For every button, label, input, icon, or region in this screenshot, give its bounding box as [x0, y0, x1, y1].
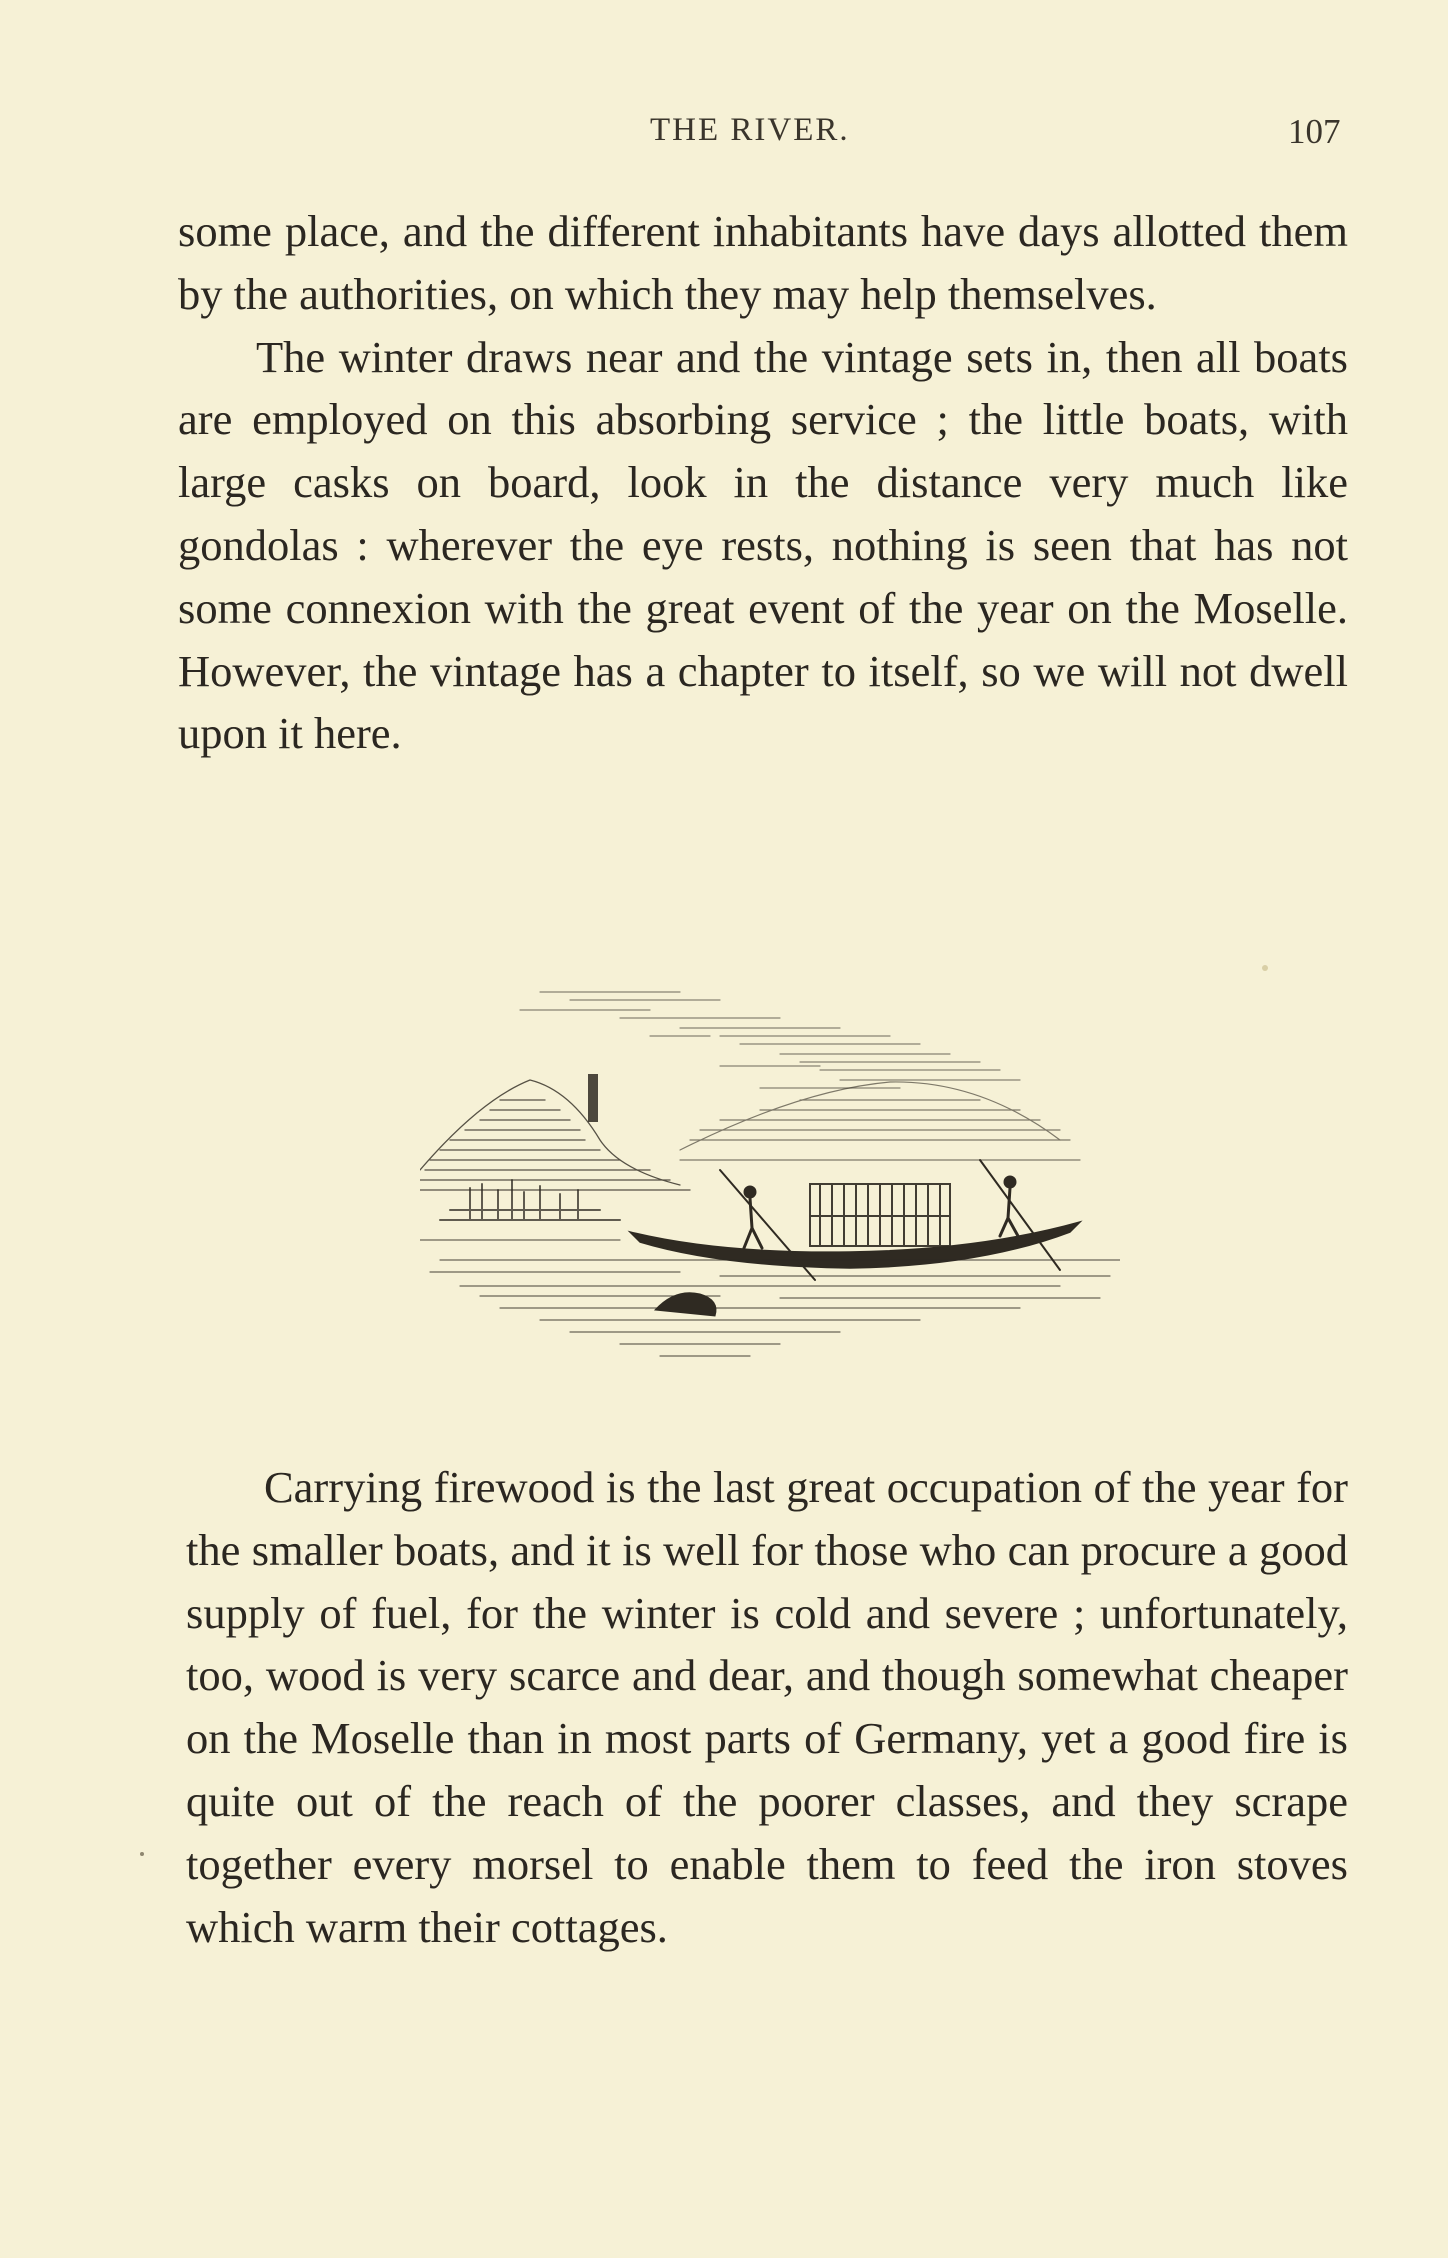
paragraph: The winter draws near and the vintage sets in, then all boats are employed on this absorbing service ; the little boats, with large casks on board, look in the distance very much like gondolas : wherever the eye rests, nothing is seen that has not some connexion with the great event of the year on the Moselle. However, the vintage has a chapter to itself, so we will not dwell upon it here. [178, 331, 1348, 759]
engraving-boat-icon [420, 970, 1120, 1390]
paragraph: Carrying firewood is the last great occupation of the year for the smaller boats, and it is well for those who can procure a good supply of fuel, for the winter is cold and severe ; unfortunately, too, wood is very scarce and dear, and though somewhat cheaper on the Moselle than in most parts of Germany, yet a good fire is quite out of the reach of the poorer classes, and they scrape together every morsel to enable them to feed the iron stoves which warm their cottages. [186, 1462, 1348, 1952]
text-block-top [178, 200, 1348, 765]
paper-speck [1262, 965, 1268, 971]
paper-speck [140, 1852, 144, 1856]
page-number: 107 [1288, 112, 1341, 151]
running-header [0, 112, 1448, 162]
text-block-bottom [186, 1456, 1348, 1958]
running-title: THE RIVER. [650, 112, 850, 148]
boat-engraving-illustration [420, 970, 1120, 1390]
paragraph: some place, and the different inhabitants have days allotted them by the authorities, on which they may help themselves. [178, 206, 1348, 319]
